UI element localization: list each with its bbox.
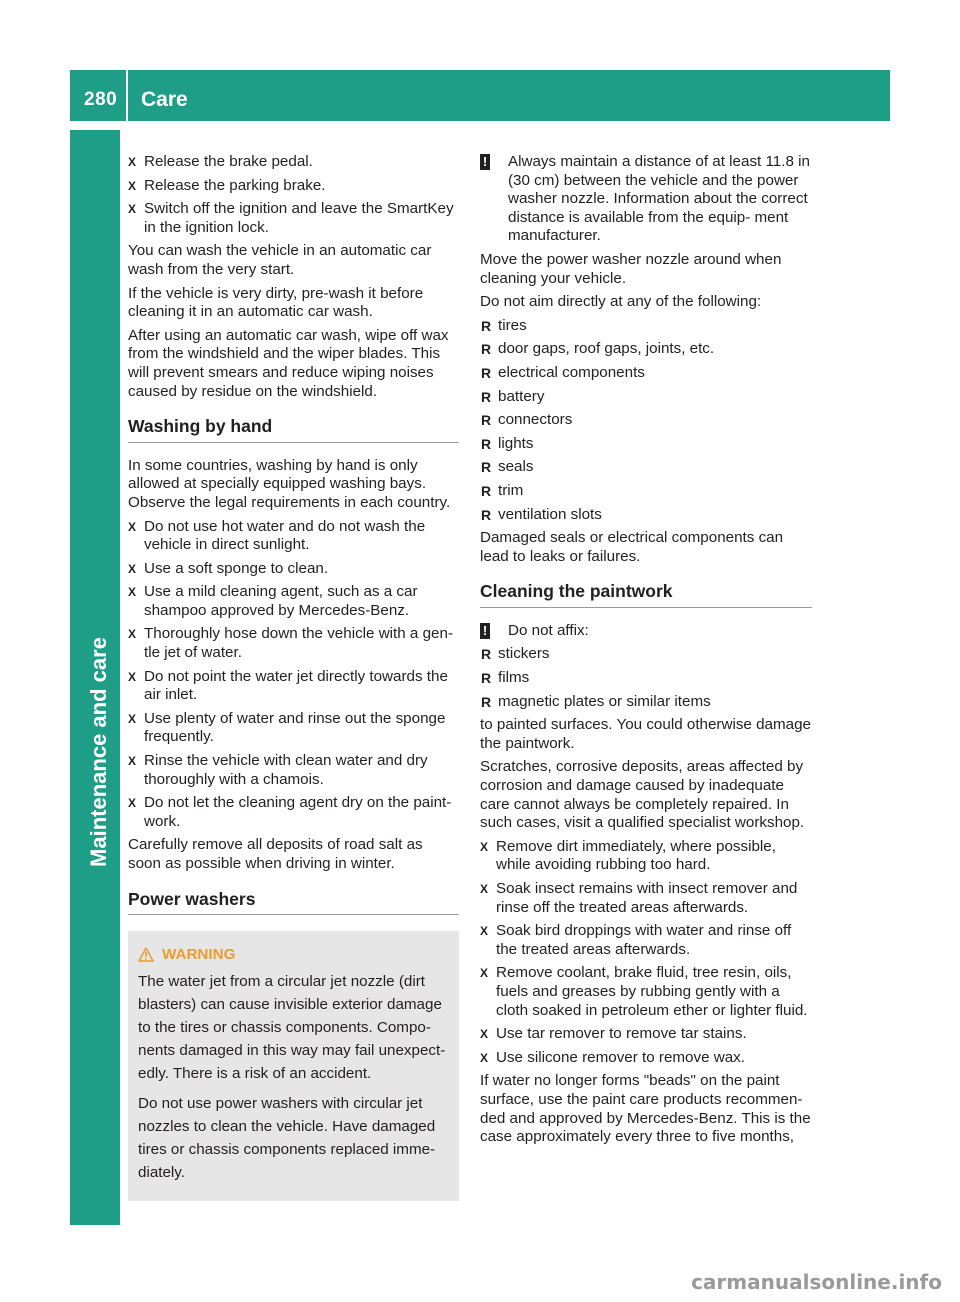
step-arrow-icon: X xyxy=(128,711,137,726)
step-item: X Use tar remover to remove tar stains. xyxy=(480,1025,747,1043)
list-item: R battery xyxy=(481,387,545,405)
list-item: R stickers xyxy=(481,645,550,663)
exclamation-icon: ! xyxy=(480,154,490,170)
bullet-icon: R xyxy=(481,388,492,405)
paragraph: If water no longer forms "beads" on the paint surface, use the paint care products recommen- ded and approved by Mercedes-Benz. This is the case approximately every three to five months, xyxy=(480,1072,811,1146)
heading-washing-by-hand: Washing by hand xyxy=(128,417,459,443)
bullet-icon: R xyxy=(481,435,492,452)
step-arrow-icon: X xyxy=(128,585,137,600)
step-arrow-icon: X xyxy=(128,519,137,534)
step-arrow-icon: X xyxy=(128,178,137,193)
list-item: R door gaps, roof gaps, joints, etc. xyxy=(481,340,715,358)
header-bar xyxy=(70,70,890,121)
list-item: R ventilation slots xyxy=(481,505,602,523)
step-arrow-icon: X xyxy=(128,796,137,811)
warning-text: The water jet from a circular jet nozzle (dirt blasters) can cause invisible exterior damage to the tires or chassis components. Compo- nents damaged in this way may fail unexpect- edly. There is a risk of an accident. xyxy=(138,973,446,1083)
paragraph: Carefully remove all deposits of road salt as soon as possible when driving in winter. xyxy=(128,836,423,872)
step-arrow-icon: X xyxy=(128,669,137,684)
bullet-icon: R xyxy=(481,693,492,710)
bullet-icon: R xyxy=(481,646,492,663)
step-arrow-icon: X xyxy=(128,155,137,169)
step-arrow-icon: X xyxy=(480,882,489,896)
paragraph: Do not aim directly at any of the following: xyxy=(480,293,762,311)
paragraph: Move the power washer nozzle around when cleaning your vehicle. xyxy=(480,250,782,287)
watermark: carmanualsonline.info xyxy=(691,1270,942,1294)
warning-box xyxy=(128,931,459,1201)
list-item: R films xyxy=(481,669,530,687)
step-item: X Soak insect remains with insect remover and rinse off the treated areas afterwards. xyxy=(480,880,798,916)
step-arrow-icon: X xyxy=(480,1027,489,1042)
warning-title: WARNING xyxy=(162,946,236,964)
step-arrow-icon: X xyxy=(480,839,489,854)
note-block: ! Do not affix: xyxy=(480,622,812,641)
heading-power-washers: Power washers xyxy=(128,890,459,916)
bullet-icon: R xyxy=(481,364,492,381)
right-column xyxy=(480,153,812,1152)
paragraph: After using an automatic car wash, wipe off wax from the windshield and the wiper blades. This will prevent smears and reduce wiping noises caused by residue on the windshield. xyxy=(128,326,449,400)
paragraph: In some countries, washing by hand is only allowed at specially equipped washing bays. Observe the legal requirements in each country. xyxy=(128,456,451,511)
list-item: R magnetic plates or similar items xyxy=(481,692,711,710)
step-item: X Use a mild cleaning agent, such as a car shampoo approved by Mercedes-Benz. xyxy=(128,583,418,619)
paragraph: If the vehicle is very dirty, pre-wash it before cleaning it in an automatic car wash. xyxy=(128,284,424,321)
paragraph: Scratches, corrosive deposits, areas affected by corrosion and damage caused by inadequate care cannot always be completely repaired. In such cases, visit a qualified specialist workshop. xyxy=(480,758,805,832)
bullet-icon: R xyxy=(481,412,492,429)
list-item: R seals xyxy=(481,458,534,476)
step-item: X Release the parking brake. xyxy=(128,176,326,194)
exclamation-icon: ! xyxy=(480,623,490,639)
step-arrow-icon: X xyxy=(128,627,137,642)
list-item: R electrical components xyxy=(481,363,645,381)
step-item: X Soak bird droppings with water and rinse off the treated areas afterwards. xyxy=(480,922,792,958)
bullet-icon: R xyxy=(481,506,492,523)
list-item: R tires xyxy=(481,316,527,334)
bullet-icon: R xyxy=(481,670,492,687)
paragraph: to painted surfaces. You could otherwise damage the paintwork. xyxy=(480,716,811,752)
list-item: R lights xyxy=(481,434,534,452)
step-item: X Switch off the ignition and leave the SmartKey in the ignition lock. xyxy=(128,200,454,236)
step-item: X Rinse the vehicle with clean water and dry thoroughly with a chamois. xyxy=(128,752,428,788)
step-item: X Release the brake pedal. xyxy=(128,153,313,170)
note-block: ! Always maintain a distance of at least 11.8 in (30 cm) between the vehicle and the power washer nozzle. Information about the correct distance is available from the equip- ment manufacturer. xyxy=(480,153,812,246)
page-number: 280 xyxy=(84,89,118,110)
step-item: X Use plenty of water and rinse out the sponge frequently. xyxy=(128,709,446,746)
step-item: X Remove dirt immediately, where possible, while avoiding rubbing too hard. xyxy=(480,837,776,874)
side-tab-label: Maintenance and care xyxy=(86,637,111,867)
list-item: R trim xyxy=(481,481,524,499)
step-arrow-icon: X xyxy=(480,966,489,981)
header-divider xyxy=(126,70,128,121)
bullet-icon: R xyxy=(481,459,492,476)
step-item: X Use silicone remover to remove wax. xyxy=(480,1048,745,1066)
left-column xyxy=(128,153,459,1201)
step-item: X Use a soft sponge to clean. xyxy=(128,559,329,577)
step-item: X Do not point the water jet directly towards the air inlet. xyxy=(128,667,448,704)
step-arrow-icon: X xyxy=(128,754,137,769)
list-item: R connectors xyxy=(481,411,573,429)
warning-header xyxy=(138,943,449,966)
bullet-icon: R xyxy=(481,482,492,499)
step-arrow-icon: X xyxy=(480,1050,489,1065)
bullet-icon: R xyxy=(481,341,492,358)
step-item: X Remove coolant, brake fluid, tree resin, oils, fuels and greases by rubbing gently with a cloth soaked in petroleum ether or lighter fluid. xyxy=(480,964,808,1019)
step-arrow-icon: X xyxy=(480,924,489,939)
paragraph: Damaged seals or electrical components can lead to leaks or failures. xyxy=(480,529,784,565)
step-arrow-icon: X xyxy=(128,561,137,576)
step-item: X Do not use hot water and do not wash the vehicle in direct sunlight. xyxy=(128,517,426,554)
step-item: X Do not let the cleaning agent dry on the paint- work. xyxy=(128,794,452,830)
warning-text: Do not use power washers with circular jet nozzles to clean the vehicle. Have damaged tires or chassis components replaced imme- diately. xyxy=(138,1095,436,1182)
bullet-icon: R xyxy=(481,317,492,334)
step-item: X Thoroughly hose down the vehicle with a gen- tle jet of water. xyxy=(128,625,454,662)
paragraph: You can wash the vehicle in an automatic car wash from the very start. xyxy=(128,242,432,278)
heading-cleaning-paintwork: Cleaning the paintwork xyxy=(480,582,812,608)
section-title: Care xyxy=(141,88,188,111)
warning-triangle-icon xyxy=(138,947,154,962)
step-arrow-icon: X xyxy=(128,202,137,217)
